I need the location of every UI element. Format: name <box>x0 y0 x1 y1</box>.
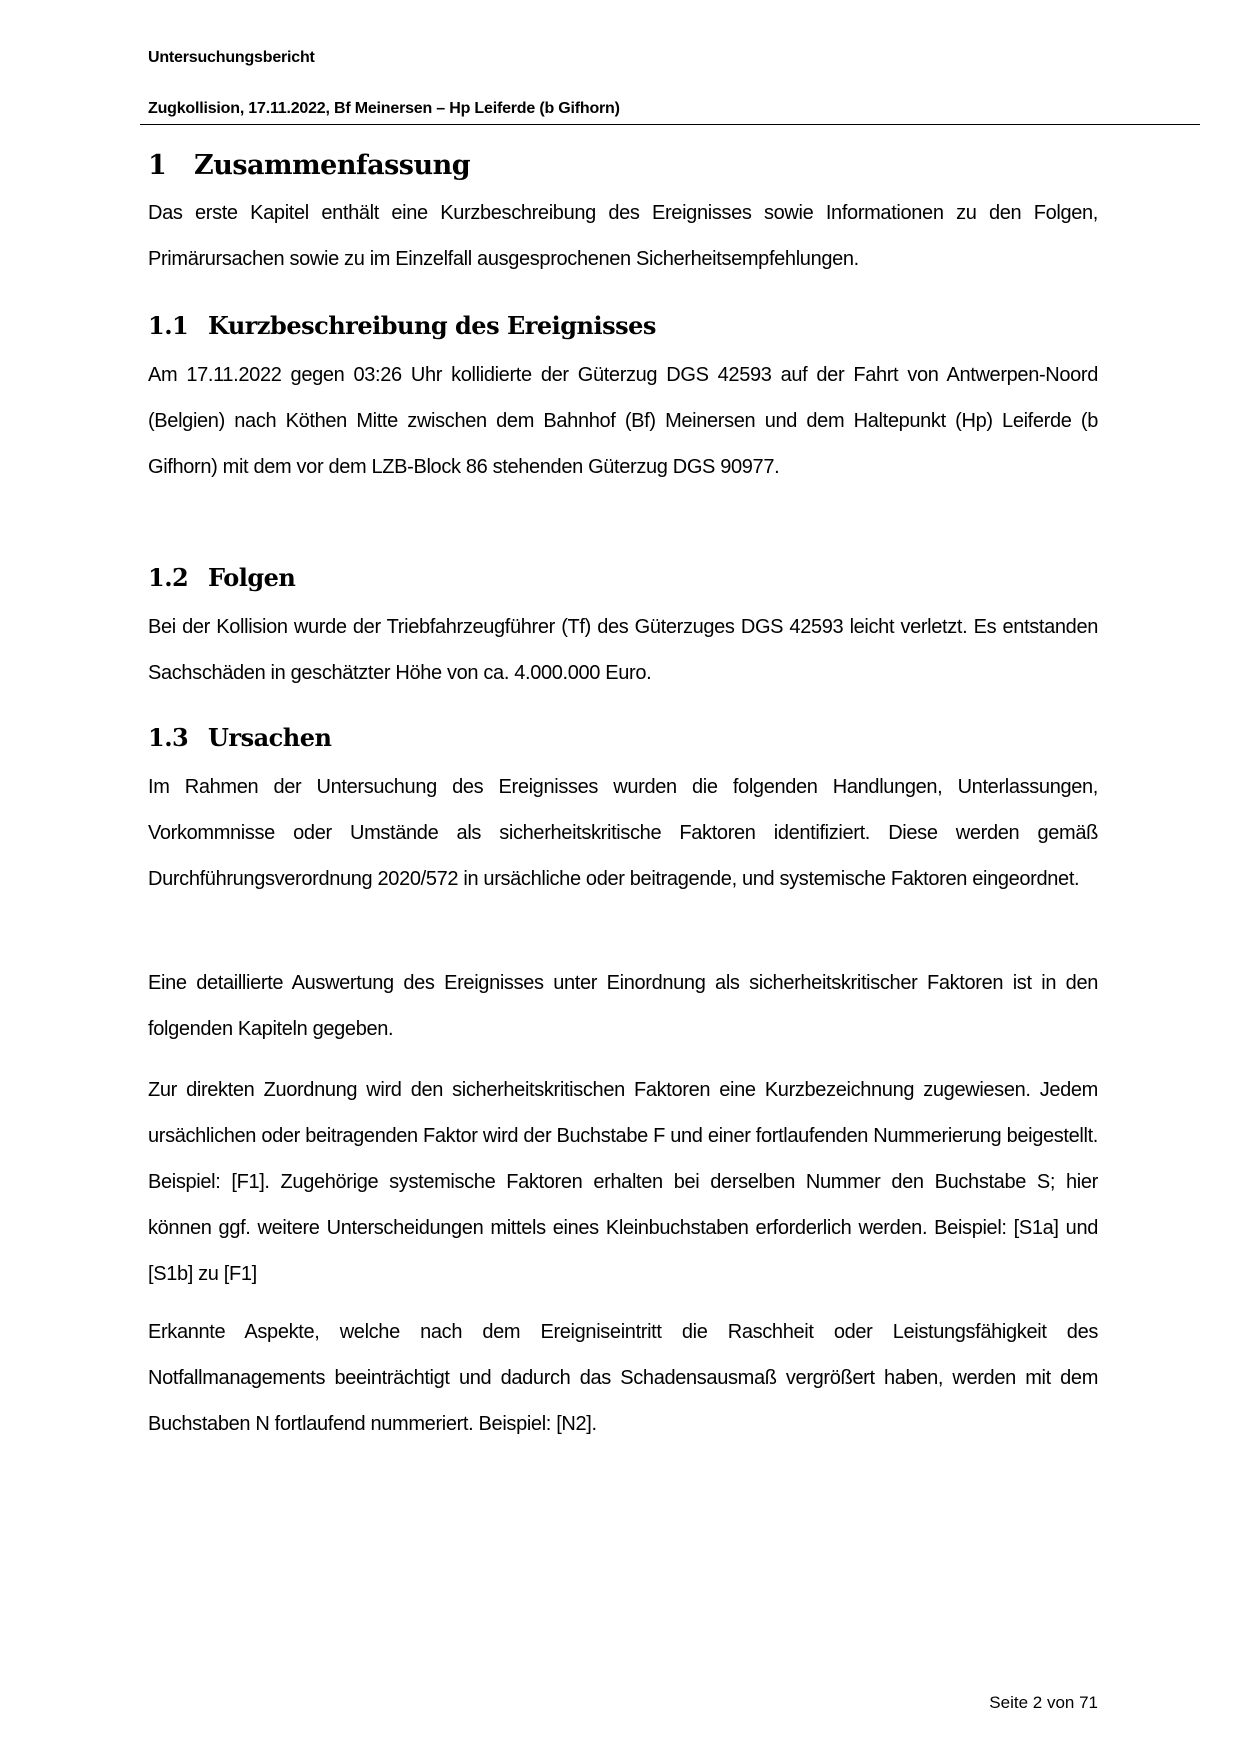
section-number: 1 <box>148 150 167 181</box>
page-number: Seite 2 von 71 <box>989 1693 1098 1712</box>
running-header-report-type: Untersuchungsbericht <box>148 49 315 66</box>
section-heading-1-1 <box>148 311 656 340</box>
header-divider <box>140 124 1200 125</box>
section-number: 1.2 <box>148 563 189 592</box>
paragraph: Im Rahmen der Untersuchung des Ereignisses wurden die folgenden Handlungen, Unterlassungen, Vorkommnisse oder Umstände als sicherheitskritische Faktoren identifiziert. Diese werden gemäß Durchführungsverordnung 2020/572 in ursächliche oder beitragende, und systemische Faktoren eingeordnet. <box>148 776 1098 890</box>
section-heading-1 <box>148 150 470 181</box>
paragraph: Erkannte Aspekte, welche nach dem Ereigniseintritt die Raschheit oder Leistungsfähigkeit des Notfallmanagements beeinträchtigt und dadurch das Schadensausmaß vergrößert haben, werden mit dem Buchstaben N fortlaufend nummeriert. Beispiel: [N2]. <box>148 1321 1098 1435</box>
paragraph: Bei der Kollision wurde der Triebfahrzeugführer (Tf) des Güterzuges DGS 42593 leicht verletzt. Es entstanden Sachschäden in geschätzter Höhe von ca. 4.000.000 Euro. <box>148 616 1098 684</box>
paragraph: Das erste Kapitel enthält eine Kurzbeschreibung des Ereignisses sowie Informationen zu den Folgen, Primärursachen sowie zu im Einzelfall ausgesprochenen Sicherheitsempfehlungen. <box>148 202 1098 270</box>
section-title: Kurzbeschreibung des Ereignisses <box>208 311 656 340</box>
section-title: Zusammenfassung <box>194 150 471 181</box>
paragraph: Zur direkten Zuordnung wird den sicherheitskritischen Faktoren eine Kurzbezeichnung zugewiesen. Jedem ursächlichen oder beitragenden Faktor wird der Buchstabe F und einer fortlaufenden Nummerierung beigestellt. Beispiel: [F1]. Zugehörige systemische Faktoren erhalten bei derselben Nummer den Buchstabe S; hier können ggf. weitere Unterscheidungen mittels eines Kleinbuchstaben erforderlich werden. Beispiel: [S1a] und [S1b] zu [F1] <box>148 1079 1098 1285</box>
section-number: 1.1 <box>148 311 189 340</box>
section-title: Folgen <box>208 563 296 592</box>
section-heading-1-3 <box>148 723 331 752</box>
section-title: Ursachen <box>208 723 332 752</box>
section-heading-1-2 <box>148 563 295 592</box>
running-header-subject: Zugkollision, 17.11.2022, Bf Meinersen – Hp Leiferde (b Gifhorn) <box>148 100 620 117</box>
paragraph: Eine detaillierte Auswertung des Ereignisses unter Einordnung als sicherheitskritischer Faktoren ist in den folgenden Kapiteln gegeben. <box>148 972 1098 1040</box>
section-number: 1.3 <box>148 723 189 752</box>
paragraph: Am 17.11.2022 gegen 03:26 Uhr kollidierte der Güterzug DGS 42593 auf der Fahrt von Antwerpen-Noord (Belgien) nach Köthen Mitte zwischen dem Bahnhof (Bf) Meinersen und dem Haltepunkt (Hp) Leiferde (b Gifhorn) mit dem vor dem LZB-Block 86 stehenden Güterzug DGS 90977. <box>148 364 1098 478</box>
